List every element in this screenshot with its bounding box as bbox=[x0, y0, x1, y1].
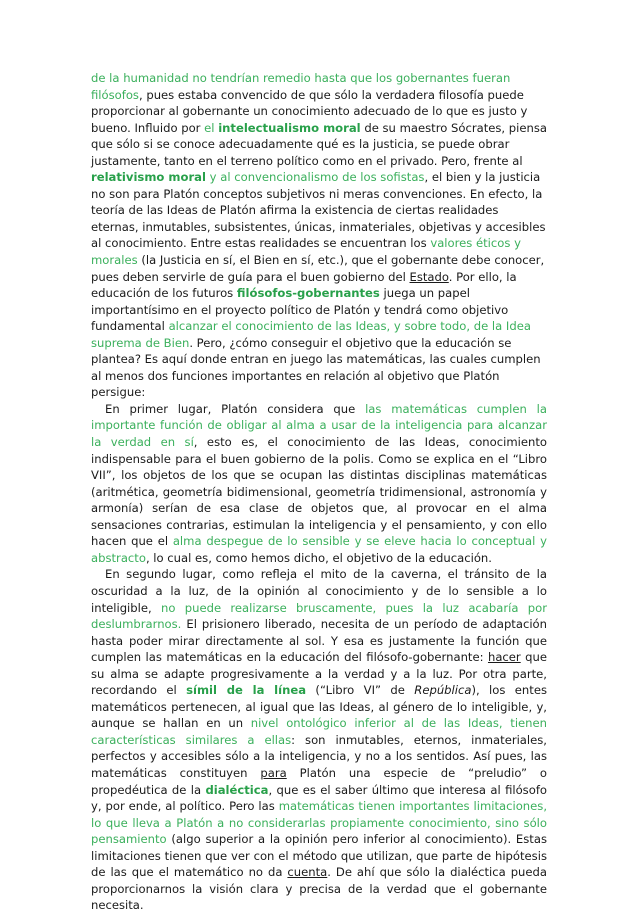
document-page bbox=[91, 70, 547, 914]
text-b-run: filósofos-gobernantes bbox=[236, 286, 380, 301]
text-g-run: el bbox=[204, 120, 219, 135]
text-u-run: Estado bbox=[409, 269, 449, 284]
text-run: El prisionero liberado, necesita de un período de adaptación hasta poder mirar directamente al sol. Y esa es justamente la función que cumplen las matemáticas en la educación del filósofo-gobernante: bbox=[91, 617, 547, 665]
text-run: juega un papel importantísimo en el proyecto político de Platón y tendrá como objetivo fundamental bbox=[91, 286, 509, 334]
paragraph-2 bbox=[91, 401, 547, 566]
text-b-run: dialéctica bbox=[205, 782, 269, 797]
text-run: Platón una especie de “preludio” o propedéutica de la bbox=[91, 765, 547, 797]
text-g-run: alcanzar el conocimiento de las Ideas, y sobre todo, de la Idea suprema de Bien bbox=[91, 319, 531, 350]
text-g-run: las matemáticas cumplen la importante función de obligar al alma a usar de la inteligencia para alcanzar la verdad en sí bbox=[91, 401, 547, 450]
text-run: : son inmutables, eternos, inmateriales, perfectos y accesibles sólo a la inteligencia, y no a los sentidos. Así pues, las matemáticas constituyen bbox=[91, 732, 547, 780]
text-run: , esto es, el conocimiento de las Ideas, conocimiento indispensable para el buen gobierno de la polis. Como se explica en el “Libro VII”, los objetos de los que se ocupan las distintas disciplinas matemáticas (aritmética, geometría bidimensional, geometría tridimensional, astronomía y armonía) serían de esa clase de objetos que, al provocar en el alma sensaciones contrarias, estimulan la inteligencia y el pensamiento, y con ello hacen que el bbox=[91, 435, 547, 549]
text-g-run: matemáticas tienen importantes limitaciones, lo que lleva a Platón a no considerarlas propiamente conocimiento, sino sólo pensamiento bbox=[91, 799, 547, 847]
text-b-run: símil de la línea bbox=[186, 683, 307, 698]
text-run: (“Libro VI” de bbox=[306, 683, 415, 698]
text-run: ), los entes matemáticos pertenecen, al igual que las Ideas, al género de lo inteligible, y, aunque se hallan en un bbox=[91, 683, 547, 731]
text-run: (la Justicia en sí, el Bien en sí, etc.), que el gobernante debe conocer, pues deben servirle de guía para el buen gobierno del bbox=[91, 253, 545, 284]
text-run: En primer lugar, Platón considera que bbox=[105, 401, 366, 416]
text-run: . Por ello, la educación de los futuros bbox=[91, 269, 517, 301]
text-run: (algo superior a la opinión pero inferior al conocimiento). Estas limitaciones tienen que ver con el método que utilizan, que parte de hipótesis de las que el matemático no da bbox=[91, 832, 547, 880]
text-run: En segundo lugar, como refleja el mito de la caverna, el tránsito de la oscuridad a la luz, de la opinión al conocimiento y de lo sensible a lo inteligible, bbox=[91, 567, 547, 615]
text-g-run: valores éticos y morales bbox=[91, 236, 521, 268]
text-run: , el bien y la justicia no son para Platón conceptos subjetivos ni meras convenciones. En efecto, la teoría de las Ideas de Platón afirma la existencia de ciertas realidades eternas, inmutables, subsistentes, únicas, inmateriales, objetivas y accesibles al conocimiento. Entre estas realidades se encuentran los bbox=[91, 170, 546, 251]
paragraph-1 bbox=[91, 70, 547, 401]
text-u-run: hacer bbox=[487, 650, 521, 665]
text-g-run: y al convencionalismo de los sofistas bbox=[205, 170, 425, 185]
text-g-run: nivel ontológico inferior al de las Ideas, tienen características similares a ellas bbox=[91, 716, 547, 747]
text-run: de su maestro Sócrates, piensa que sólo si se conoce adecuadamente qué es la justicia, se puede obrar justamente, tanto en el terreno político como en el privado. Pero, frente al bbox=[91, 120, 547, 168]
text-b-run: intelectualismo moral bbox=[218, 120, 361, 135]
text-g-run: no puede realizarse bruscamente, pues la luz acabaría por deslumbrarnos. bbox=[91, 600, 547, 632]
text-run: , lo cual es, como hemos dicho, el objetivo de la educación. bbox=[145, 550, 492, 565]
text-run: . De ahí que sólo la dialéctica pueda proporcionarnos la visión clara y precisa de la verdad que el gobernante necesita. bbox=[91, 865, 547, 913]
paragraph-3 bbox=[91, 566, 547, 913]
text-run: , que es el saber último que interesa al filósofo y, por ende, al político. Pero las bbox=[91, 782, 547, 814]
text-run: , pues estaba convencido de que sólo la verdadera filosofía puede proporcionar al gobernante un conocimiento adecuado de lo que es justo y bueno. Influido por bbox=[91, 87, 528, 135]
text-run: que su alma se adapte progresivamente a la verdad y a la luz. Por otra parte, recordando el bbox=[91, 650, 548, 698]
text-g-run: de la humanidad no tendrían remedio hasta que los gobernantes fueran filósofos bbox=[91, 71, 511, 102]
text-b-run: relativismo moral bbox=[91, 170, 206, 185]
text-i-run: República bbox=[414, 683, 472, 698]
text-u-run: para bbox=[260, 765, 287, 780]
text-run: . Pero, ¿cómo conseguir el objetivo que la educación se plantea? Es aquí donde entran en juego las matemáticas, las cuales cumplen al menos dos funciones importantes en relación al objetivo que Platón persigue: bbox=[91, 335, 541, 400]
text-g-run: alma despegue de lo sensible y se eleve hacia lo conceptual y abstracto bbox=[91, 534, 547, 565]
text-u-run: cuenta bbox=[287, 865, 328, 880]
